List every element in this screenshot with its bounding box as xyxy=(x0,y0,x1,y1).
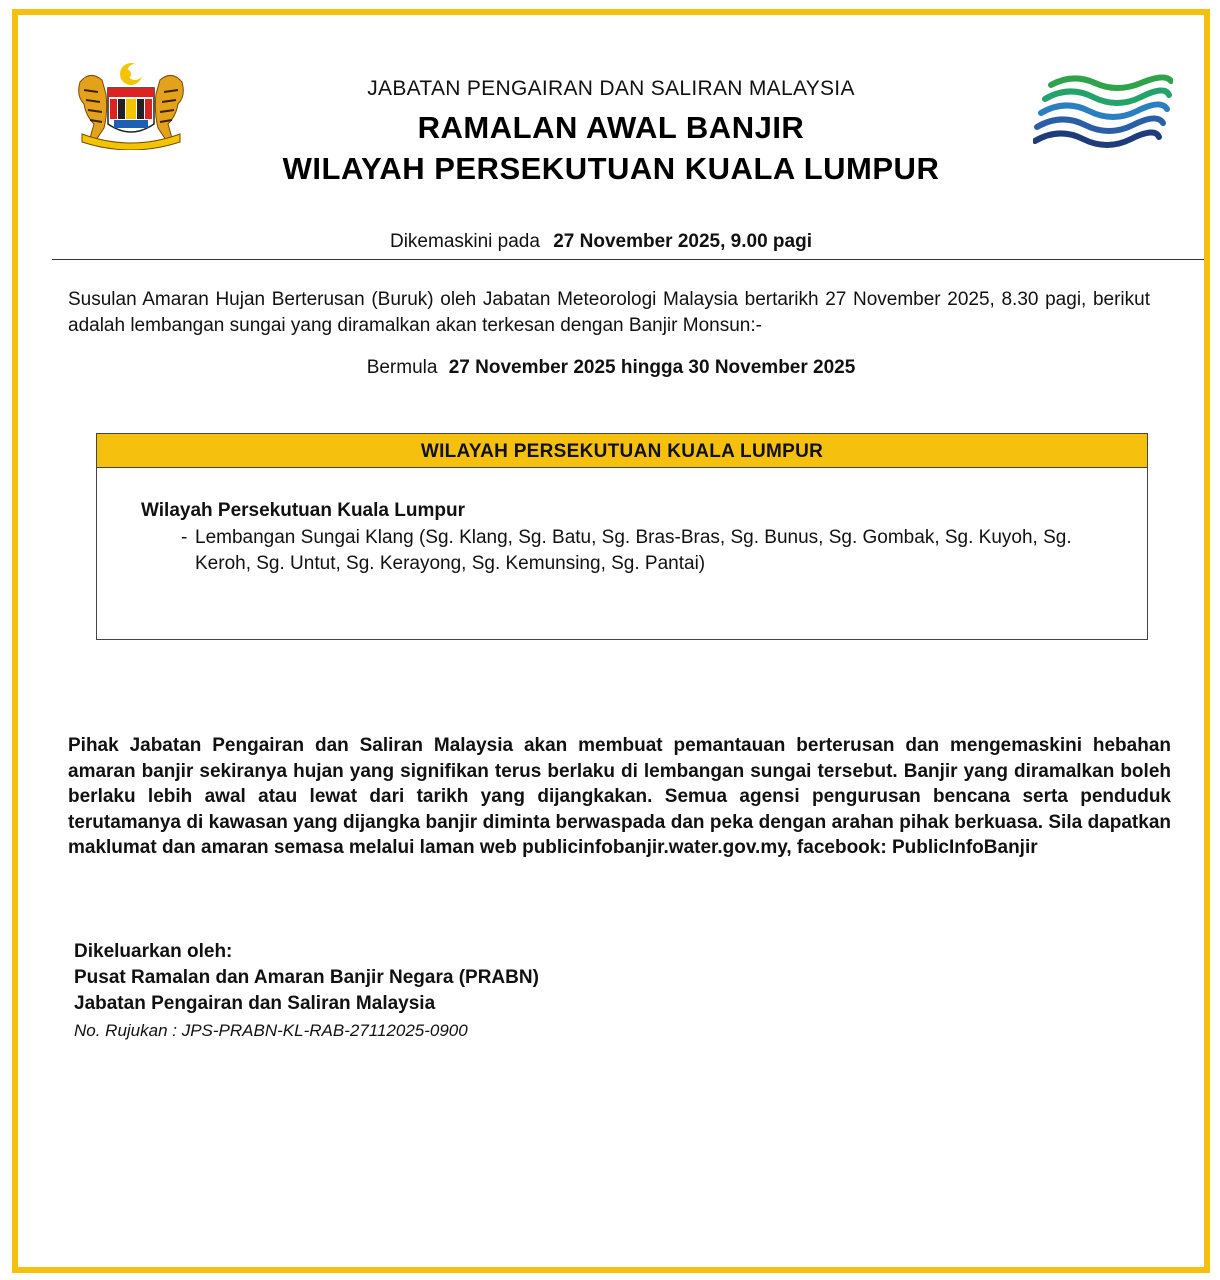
basin-text: Lembangan Sungai Klang (Sg. Klang, Sg. Batu, Sg. Bras-Bras, Sg. Bunus, Sg. Gombak, Sg. Kuyoh, Sg. Keroh, Sg. Untut, Sg. Kerayong, Sg. Kemunsing, Sg. Pantai) xyxy=(195,527,1072,574)
area-table xyxy=(96,433,1148,640)
reference-number: No. Rujukan : JPS-PRABN-KL-RAB-27112025-0900 xyxy=(74,1021,468,1040)
page-title: RAMALAN AWAL BANJIR xyxy=(417,110,805,145)
document-frame xyxy=(12,9,1210,1273)
issued-by xyxy=(74,939,539,1017)
divider xyxy=(52,259,1204,260)
notice-paragraph: Pihak Jabatan Pengairan dan Saliran Malaysia akan membuat pemantauan berterusan dan mengemaskini hebahan amaran banjir sekiranya hujan yang signifikan terus berlaku di lembangan sungai tersebut. Banjir yang diramalkan boleh berlaku lebih awal atau lewat dari tarikh yang dijangkakan. Semua agensi pengurusan bencana serta penduduk terutamanya di kawasan yang dijangka banjir diminta berwaspada dan peka dengan arahan pihak berkuasa. Sila dapatkan maklumat dan amaran semasa melalui laman web publicinfobanjir.water.gov.my, facebook: PublicInfoBanjir xyxy=(68,735,1171,858)
basin-bullet: - xyxy=(181,527,188,548)
issued-line-1: Pusat Ramalan dan Amaran Banjir Negara (PRABN) xyxy=(74,967,539,988)
period-value: 27 November 2025 hingga 30 November 2025 xyxy=(448,357,856,378)
updated-label: Dikemaskini pada xyxy=(389,231,540,252)
intro-paragraph: Susulan Amaran Hujan Berterusan (Buruk) oleh Jabatan Meteorologi Malaysia bertarikh 27 November 2025, 8.30 pagi, berikut adalah lembangan sungai yang diramalkan akan terkesan dengan Banjir Monsun:- xyxy=(68,289,1150,336)
updated-line xyxy=(18,231,1204,253)
issued-line-2: Jabatan Pengairan dan Saliran Malaysia xyxy=(74,993,436,1014)
area-table-header: WILAYAH PERSEKUTUAN KUALA LUMPUR xyxy=(97,434,1147,468)
period-label: Bermula xyxy=(366,357,438,378)
page-subtitle: WILAYAH PERSEKUTUAN KUALA LUMPUR xyxy=(282,151,940,186)
basin-item xyxy=(181,525,1101,577)
issued-label: Dikeluarkan oleh: xyxy=(74,941,233,962)
org-name: JABATAN PENGAIRAN DAN SALIRAN MALAYSIA xyxy=(367,77,855,100)
area-name: Wilayah Persekutuan Kuala Lumpur xyxy=(141,500,465,521)
period-line xyxy=(18,357,1204,379)
updated-value: 27 November 2025, 9.00 pagi xyxy=(553,231,812,252)
